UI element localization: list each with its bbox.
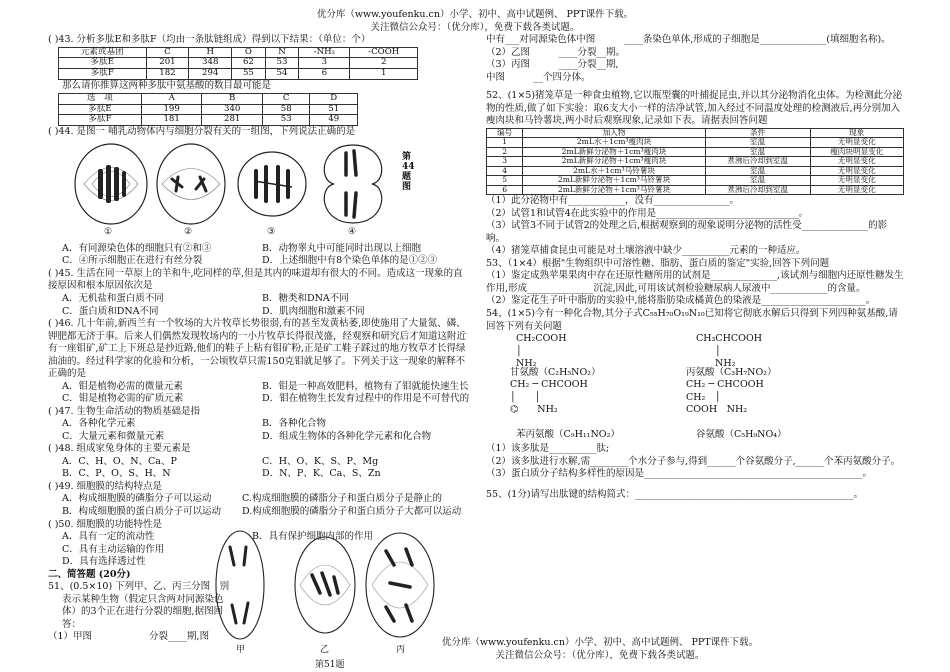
q51-cont: 中有___对同源染色体中图 ____条染色单体,形成的子细胞是______________(填细胞名称)。 bbox=[486, 34, 891, 45]
table-cell: 2mL水＋1cm³瘦肉块 bbox=[523, 138, 705, 148]
q52-table bbox=[486, 128, 904, 196]
option-a: A．各种化学元素 bbox=[62, 418, 136, 430]
table-row bbox=[59, 115, 358, 126]
option-b: B．钼是一种高效肥料，植物有了钼就能快速生长 bbox=[262, 380, 469, 392]
q49-options bbox=[48, 493, 468, 518]
option-d: D．肌肉细胞和激素不同 bbox=[262, 305, 365, 317]
table-cell: 201 bbox=[146, 58, 189, 69]
table-cell: 多肽F bbox=[59, 115, 142, 126]
table-cell: 现象 bbox=[810, 128, 903, 138]
glutamate-name: 谷氨酸（C₅H₉NO₄） bbox=[696, 429, 787, 441]
table-cell: 煮沸后冷却到室温 bbox=[705, 157, 810, 167]
q52-sub4: （4）猪笼草捕食昆虫可能是对土壤溶液中缺少__________元素的一种适应。 bbox=[486, 245, 806, 257]
table-cell: 无明显变化 bbox=[810, 157, 903, 167]
table-cell: 2 bbox=[487, 147, 523, 157]
option-c: C．④所示细胞正在进行有丝分裂 bbox=[62, 255, 203, 267]
q48-stem: ( )48. 组成家兔身体的主要元素是 bbox=[48, 443, 191, 455]
q48-options bbox=[48, 456, 468, 481]
table-cell: 无明显变化 bbox=[810, 176, 903, 186]
table-cell: 3 bbox=[487, 157, 523, 167]
q51-stem-line-3: 体）的3个正在进行分裂的细胞,据图回 bbox=[62, 606, 224, 618]
q55-stem: 55、(1分)请写出肽键的结构简式：______________________________________________。 bbox=[486, 488, 864, 500]
q51-sub3: （3）丙图 ____分裂__期, bbox=[486, 59, 619, 71]
table-cell: 199 bbox=[141, 104, 202, 115]
glutamate-structure: CH₂ ─ CHCOOH CH₂ │ COOH NH₂ bbox=[686, 379, 764, 416]
fig-label-jia: 甲 bbox=[236, 645, 246, 655]
option-a: A．构成细胞膜的磷脂分子可以运动 bbox=[62, 493, 212, 505]
table-cell: -COOH bbox=[350, 47, 418, 58]
table-cell: 室温 bbox=[705, 138, 810, 148]
caption-1: ① bbox=[104, 226, 113, 237]
table-cell: 无明显变化 bbox=[810, 166, 903, 176]
table-cell: 无明显变化 bbox=[810, 185, 903, 195]
cell-diagram-1 bbox=[72, 141, 150, 227]
cell-diagram-4 bbox=[316, 141, 390, 227]
q54-sub1: （1）该多肽是__________肽; bbox=[486, 443, 610, 455]
table-cell: 3 bbox=[299, 58, 350, 69]
table-cell: 煮沸后冷却到室温 bbox=[705, 185, 810, 195]
q47-options bbox=[48, 418, 468, 443]
table-cell: 多肽E bbox=[59, 104, 142, 115]
option-b: B．各种化合物 bbox=[262, 418, 326, 430]
option-b: B．C、P、O、S、H、N bbox=[62, 468, 171, 480]
table-cell: A bbox=[141, 93, 202, 104]
footer-line-1: 优分库（www.youfenku.cn）小学、初中、高中试题例、 PPT课件下载。 bbox=[441, 637, 759, 648]
q44-stem: ( )44. 是图一 哺乳动物体内与细胞分裂有关的一组图，下列说法正确的是 bbox=[48, 126, 356, 138]
option-d: D．N、P、K、Ca、S、Zn bbox=[262, 468, 381, 480]
table-cell: 53 bbox=[265, 58, 299, 69]
q51-stem-line-4: 答： bbox=[62, 618, 82, 630]
cell-division-diagrams bbox=[200, 525, 440, 643]
q54-sub3: （3）蛋白质分子结构多样性的原因是______________________________________________。 bbox=[486, 468, 873, 480]
table-cell: C bbox=[146, 47, 189, 58]
q54-stem: 54、(1×5)今有一种化合物,其分子式C₅₅H₇₀O₁₉N₁₀已知将它彻底水解后只得到下列四种氨基酸,请回答下列有关问题 bbox=[486, 308, 898, 332]
table-cell: 瘦肉块明显变化 bbox=[810, 147, 903, 157]
fig-label-bing: 丙 bbox=[396, 645, 406, 655]
glycine-name: 甘氨酸（C₂H₅NO₂） bbox=[510, 367, 601, 379]
q51-sub4: 中图 __个四分体。 bbox=[486, 71, 591, 83]
table-cell: 2mL新鲜分泌物＋1cm³瘦肉块 bbox=[523, 147, 705, 157]
phenylalanine-name: 苯丙氨酸（C₉H₁₁NO₂） bbox=[516, 429, 620, 441]
option-d: D.构成细胞膜的磷脂分子和蛋白质分子大都可以运动 bbox=[242, 506, 462, 517]
cell-diagram-2 bbox=[154, 141, 228, 227]
q52-stem: 52、(1×5)猪笼草是一种食虫植物,它以瓶型囊的叶捕捉昆虫,并以其分泌物消化虫体。为检测此分泌物的性质,做了如下实验：取6支大小一样的洁净试管,加入经过不同温度处理的检测液后,再分别加入瘦肉块和马铃薯块,两小时后观察现象,记录如下表。请据表回答问题 bbox=[486, 90, 903, 127]
q45-stem: ( )45. 生活在同一草原上的羊和牛,吃同样的草,但是其内的味道却有很大的不同。造成这一现象的直接原因和根本原因依次是 bbox=[48, 267, 463, 292]
table-cell: 55 bbox=[232, 69, 266, 80]
table-cell: 6 bbox=[487, 185, 523, 195]
table-cell: 1 bbox=[350, 69, 418, 80]
q52-sub3: （3）试管3不同于试管2的处理之后,根据观察到的现象说明分泌物的活性受______________的影响。 bbox=[486, 220, 888, 244]
q43-table-options bbox=[58, 93, 358, 127]
q47-stem: ( )47. 生物生命活动的物质基础是指 bbox=[48, 405, 201, 417]
table-cell: 294 bbox=[189, 69, 232, 80]
table-cell: 6 bbox=[299, 69, 350, 80]
q43-stem: ( )43. 分析多肽E和多肽F（均由一条肽链组成）得到以下结果：（单位：个） bbox=[48, 34, 371, 45]
table-cell: 2mL新鲜分泌物＋1cm³马铃薯块 bbox=[523, 176, 705, 186]
table-cell: 2mL新鲜分泌物＋1cm³马铃薯块 bbox=[523, 185, 705, 195]
option-c: C．钼是植物必需的矿质元素 bbox=[62, 393, 184, 405]
q52-sub2: （2）试管1和试管4在此实验中的作用是______________________________。 bbox=[486, 207, 809, 219]
table-cell: 元素或基团 bbox=[59, 47, 147, 58]
table-cell: 53 bbox=[262, 115, 310, 126]
option-c: C.构成细胞膜的磷脂分子和蛋白质分子是静止的 bbox=[242, 493, 442, 505]
right-column bbox=[486, 34, 906, 501]
table-row bbox=[487, 138, 904, 148]
table-cell: 62 bbox=[232, 58, 266, 69]
option-d: D．组成生物体的各种化学元素和化合物 bbox=[262, 430, 432, 442]
q49-stem: ( )49. 细胞膜的结构特点是 bbox=[48, 480, 163, 492]
option-b: B．糖类和DNA不同 bbox=[262, 292, 349, 304]
q44-options bbox=[48, 243, 468, 268]
table-cell: O bbox=[232, 47, 266, 58]
phenylalanine-structure: CH₂ ─ CHCOOH │ │ ⌬ NH₂ bbox=[510, 379, 588, 416]
option-c: C．大量元素和微量元素 bbox=[62, 430, 165, 442]
table-cell: 58 bbox=[262, 104, 310, 115]
cell-diagram-3 bbox=[234, 141, 310, 227]
q51-stem-line-1: 51、(0.5×10) 下列甲、乙、丙三分图 别 bbox=[48, 581, 230, 593]
option-d: D．上述细胞中有8个染色单体的是①②③ bbox=[262, 255, 438, 267]
table-cell: 54 bbox=[265, 69, 299, 80]
table-row bbox=[487, 176, 904, 186]
table-cell: 编号 bbox=[487, 128, 523, 138]
table-cell: 选 项 bbox=[59, 93, 142, 104]
q53-sub1: （1）鉴定成熟苹果果肉中存在还原性糖所用的试剂是______________,该试剂与细胞内还原性糖发生作用,形成______________沉淀,因此,可用该试剂检验糖尿病人尿液中____________的含量。 bbox=[486, 270, 904, 294]
q45-options bbox=[48, 293, 468, 318]
table-cell: 348 bbox=[189, 58, 232, 69]
option-d: D．具有选择透过性 bbox=[62, 556, 146, 568]
table-cell: 5 bbox=[487, 176, 523, 186]
footer-line-2: 关注微信公众号：（优分库），免费下载各类试题。 bbox=[495, 650, 705, 661]
q46-options bbox=[48, 381, 468, 406]
q51-stem-line-2: 表示某种生物（假定只含两对同源染色 bbox=[62, 593, 224, 605]
table-row bbox=[487, 185, 904, 195]
table-cell: 181 bbox=[141, 115, 202, 126]
option-a: A．C、H、O、N、Ca、P bbox=[62, 455, 177, 467]
table-cell: 2mL新鲜分泌物＋1cm³瘦肉块 bbox=[523, 157, 705, 167]
table-cell: 条件 bbox=[705, 128, 810, 138]
table-cell: 室温 bbox=[705, 147, 810, 157]
table-cell: 室温 bbox=[705, 176, 810, 186]
table-cell: 加入物 bbox=[523, 128, 705, 138]
figure-label: 第44题图 bbox=[402, 151, 415, 192]
table-cell: 无明显变化 bbox=[810, 138, 903, 148]
table-cell: 2 bbox=[350, 58, 418, 69]
table-cell: N bbox=[265, 47, 299, 58]
table-cell: 1 bbox=[487, 138, 523, 148]
table-cell: D bbox=[310, 93, 358, 104]
section-title: 二、简答题 (20分) bbox=[48, 568, 131, 580]
option-a: A．钼是植物必需的微量元素 bbox=[62, 380, 183, 392]
table-cell: 182 bbox=[146, 69, 189, 80]
table-row bbox=[487, 157, 904, 167]
table-cell: 多肽F bbox=[59, 69, 147, 80]
table-cell: 281 bbox=[202, 115, 263, 126]
table-cell: C bbox=[262, 93, 310, 104]
table-cell: 51 bbox=[310, 104, 358, 115]
amino-acid-structures bbox=[486, 333, 906, 443]
table-header-row bbox=[59, 93, 358, 104]
alanine-structure: CH₃CHCOOH │ NH₂ bbox=[696, 333, 763, 370]
q43-mid: 那么请你推算这两种多肽中氨基酸的数目最可能是 bbox=[62, 80, 272, 92]
fig51-label: 第51题 bbox=[315, 660, 345, 670]
alanine-name: 丙氨酸（C₃H₇NO₂） bbox=[686, 367, 777, 379]
q52-sub1: （1）此分泌物中有____________，没有________________。 bbox=[486, 195, 740, 207]
caption-2: ② bbox=[184, 226, 193, 237]
q44-figure bbox=[72, 141, 468, 241]
table-cell: H bbox=[189, 47, 232, 58]
caption-3: ③ bbox=[267, 226, 276, 237]
table-row bbox=[59, 69, 418, 80]
table-cell: 340 bbox=[202, 104, 263, 115]
table-cell: -NH₂ bbox=[299, 47, 350, 58]
q46-stem: ( )46. 几十年前,新西兰有一个牧场的大片牧草长势很弱,有的甚至发黄枯萎,即使施用了大量氮、磷、钾肥都无济于事。后来人们偶然发现牧场内的一小片牧草长得很茂盛，经观察和研究后才知道这附近有一座钼矿,矿工上下班总是抄近路,他们的鞋子上粘有钼矿粉,正是矿工鞋子踩过的地方牧草才长得绿油油的。经过科学家的化验和分析，一公顷牧草只需150克钼就足够了。下列关于这一现象的解释不正确的是 bbox=[48, 318, 467, 380]
q50-stem: ( )50. 细胞膜的功能特性是 bbox=[48, 518, 163, 530]
option-b: B．具有保护细胞内部的作用 bbox=[252, 531, 373, 543]
table-cell: 2mL水＋1cm³马铃薯块 bbox=[523, 166, 705, 176]
option-b: B．动物睾丸中可能同时出现以上细胞 bbox=[262, 242, 421, 254]
table-cell: 49 bbox=[310, 115, 358, 126]
option-a: A．无机盐和蛋白质不同 bbox=[62, 292, 164, 304]
table-cell: B bbox=[202, 93, 263, 104]
option-a: A．有同源染色体的细胞只有②和③ bbox=[62, 242, 212, 254]
option-a: A．具有一定的流动性 bbox=[62, 531, 155, 543]
option-b: B．构成细胞膜的蛋白质分子可以运动 bbox=[62, 506, 221, 517]
caption-4: ④ bbox=[348, 226, 357, 237]
q51-sub2: （2）乙图 ____分裂__期。 bbox=[486, 46, 626, 58]
q53-sub2: （2）鉴定花生子叶中脂肪的实验中,能将脂肪染成橘黄色的染液是______________________。 bbox=[486, 295, 876, 307]
fig-label-yi: 乙 bbox=[320, 645, 330, 655]
glycine-structure: CH₂COOH │ NH₂ bbox=[516, 333, 567, 370]
header-line-2: 关注微信公众号：（优分库），免费下载各类试题。 bbox=[370, 22, 580, 33]
table-cell: 室温 bbox=[705, 166, 810, 176]
table-cell: 多肽E bbox=[59, 58, 147, 69]
option-c: C．H、O、K、S、P、Mg bbox=[262, 455, 379, 467]
option-c: C．蛋白质和DNA不同 bbox=[62, 305, 159, 317]
option-d: D．钼在植物生长发育过程中的作用是不可替代的 bbox=[262, 393, 470, 405]
q51-figure bbox=[200, 525, 440, 655]
header-line-1: 优分库（www.youfenku.cn）小学、初中、高中试题例、 PPT课件下载。 bbox=[316, 9, 634, 20]
q54-sub2: （2）该多肽进行水解,需________个水分子参与,得到______个谷氨酸分子,______个苯丙氨酸分子。 bbox=[486, 455, 901, 467]
table-cell: 4 bbox=[487, 166, 523, 176]
q53-stem: 53、（1×4）根据"生物组织中可溶性糖、脂肪、蛋白质的鉴定"实验,回答下列问题 bbox=[486, 257, 830, 269]
option-c: C．具有主动运输的作用 bbox=[62, 543, 165, 555]
q51-sub1: （1）甲图 分裂____期,图 bbox=[48, 631, 210, 643]
q43-table-elements bbox=[58, 47, 418, 81]
